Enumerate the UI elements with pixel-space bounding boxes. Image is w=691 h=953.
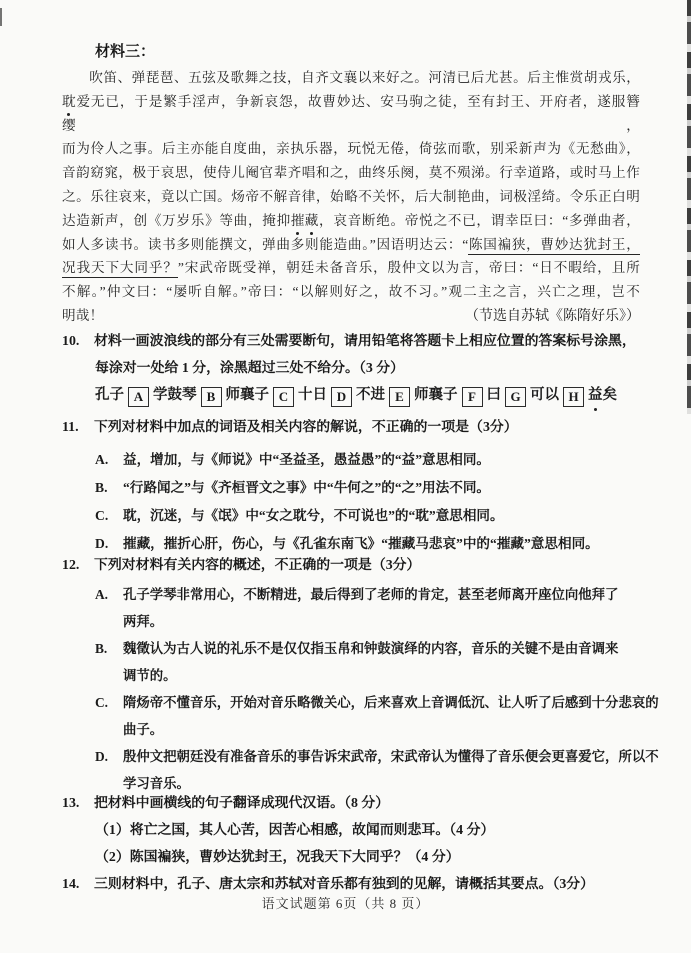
passage-line: [62, 90, 640, 138]
passage-line: [62, 233, 640, 257]
passage-line: 而为伶人之事。后主亦能自度曲，亲执乐器，玩悦无倦，倚弦而歌，别采新声为《无愁曲》，: [62, 141, 640, 157]
question-text: 下列对材料有关内容的概述，不正确的一项是（3分）: [94, 558, 421, 573]
page-footer: 语文试题第 6页（共 8 页）: [261, 896, 430, 911]
sentence-segment: 十日: [298, 387, 327, 403]
passage-text: 爱无已，于是繁手淫声，争新哀怨，故曹妙达、安马驹之徒，至有封王、开府者，遂服簪缨，: [62, 93, 640, 133]
passage-line: 音韵窈窕，极于哀思，使侍儿阉官辈齐唱和之，曲终乐阕，莫不殒涕。行幸道路，或时马上作: [62, 165, 640, 181]
option-c: [95, 689, 680, 716]
answer-box-a: A: [128, 387, 149, 407]
option-label: B.: [95, 641, 108, 656]
question-number: 14.: [62, 877, 80, 892]
question-10-line1: [62, 328, 662, 355]
sentence-segment: 矣: [602, 387, 617, 403]
question-13-item2: （2）陈国褊狭，曹妙达犹封王，况我天下大同乎？（4 分）: [95, 850, 460, 865]
answer-box-c: C: [273, 387, 294, 407]
option-label: D.: [95, 749, 109, 764]
passage-text: 如人多读书。读书多则能撰文，弹曲多则能造曲。”因语明达云：“: [62, 236, 469, 252]
option-label: A.: [95, 452, 109, 467]
option-text: 摧藏，摧折心肝，伤心，与《孔雀东南飞》“摧藏马悲哀”中的“摧藏”意思相同。: [123, 536, 599, 551]
option-c: [95, 502, 675, 530]
option-label: B.: [95, 480, 108, 495]
answer-box-d: D: [331, 387, 352, 407]
passage-source-attribution: （节选自苏轼《陈隋好乐》）: [465, 309, 640, 324]
option-b: [95, 474, 675, 502]
passage-line: 不解。”仲文曰：“屡听自解。”帝曰：“以解则好之，故不习。”观二主之言，兴亡之理，岂不: [62, 284, 640, 300]
sentence-segment: 孔子: [95, 387, 124, 403]
option-text: 孔子学琴非常用心，不断精进，最后得到了老师的肯定，甚至老师离开座位向他拜了: [123, 587, 619, 602]
question-number: 10.: [62, 334, 80, 349]
sentence-segment: 学鼓琴: [153, 387, 197, 403]
emphasis-dot-char: 耽: [62, 90, 76, 114]
answer-box-g: G: [505, 387, 526, 407]
option-text: 魏徵认为古人说的礼乐不是仅仅指玉帛和钟鼓演绎的内容，音乐的关键不是由音调来: [123, 641, 619, 656]
option-text: 殷仲文把朝廷没有准备音乐的事告诉宋武帝，宋武帝认为懂得了音乐便会更喜爱它，所以不: [123, 749, 659, 764]
emphasis-dot-char: 藏: [305, 209, 319, 233]
question-text: 三则材料中，孔子、唐太宗和苏轼对音乐都有独到的见解，请概括其要点。（3分）: [94, 877, 595, 892]
sentence-segment: 不进: [356, 387, 385, 403]
sentence-segment: 师襄子: [225, 387, 269, 403]
sentence-segment: 师襄子: [414, 387, 458, 403]
question-10: [62, 328, 662, 382]
question-text: 下列对材料中加点的词语及相关内容的解说，不正确的一项是（3分）: [94, 420, 518, 435]
passage-text: ”宋武帝既受禅，朝廷未备音乐，殷仲文以为言，帝曰：“日不暇给，且所: [177, 260, 640, 276]
question-12: [62, 552, 662, 579]
passage-line: [62, 256, 640, 280]
emphasis-dot-char: 益: [588, 382, 603, 408]
question-11-stem: [62, 414, 662, 441]
option-text: 耽，沉迷，与《氓》中“女之耽兮，不可说也”的“耽”意思相同。: [123, 508, 504, 523]
passage-line: 之。乐往哀来，竟以亡国。炀帝不解音律，始略不关怀，后大制艳曲，词极淫绮。令乐正白明: [62, 188, 640, 204]
question-11: [62, 414, 662, 441]
question-13: [62, 790, 662, 871]
question-number: 12.: [62, 558, 80, 573]
option-text: 益，增加，与《师说》中“圣益圣，愚益愚”的“益”意思相同。: [123, 452, 491, 467]
option-c-line2: 曲子。: [123, 722, 164, 737]
option-text: “行路闻之”与《齐桓晋文之事》中“牛何之”的“之”用法不同。: [123, 480, 491, 495]
answer-box-f: F: [462, 387, 483, 407]
underlined-text: 况我天下大同乎？: [62, 260, 178, 278]
answer-box-e: E: [389, 387, 410, 407]
question-text: 把材料中画横线的句子翻译成现代汉语。（8 分）: [94, 796, 390, 811]
passage-line: [62, 209, 640, 233]
question-number: 13.: [62, 796, 80, 811]
passage-text: ，哀音断绝。帝悦之不已，谓幸臣曰：“多弹曲者，: [318, 212, 640, 228]
question-11-options: [95, 446, 675, 558]
question-12-stem: [62, 552, 662, 579]
sentence-segment: 可以: [530, 387, 559, 403]
option-label: C.: [95, 695, 109, 710]
question-13-item1: （1）将亡之国，其人心苦，因苦心相感，故闻而则悲耳。（4 分）: [95, 823, 495, 838]
emphasis-dot-char: 摧: [291, 209, 305, 233]
scan-edge-artifact-right: [687, 0, 691, 414]
option-text: 隋炀帝不懂音乐，开始对音乐略微关心，后来喜欢上音调低沉、让人听了后感到十分悲哀的: [123, 695, 659, 710]
underlined-text: 陈国褊狭，曹妙达犹封王，: [468, 237, 640, 255]
sentence-segment: 曰: [486, 387, 501, 403]
question-number: 11.: [62, 420, 79, 435]
option-label: A.: [95, 587, 109, 602]
answer-box-b: B: [201, 387, 222, 407]
option-d-line2: 学习音乐。: [123, 776, 190, 791]
option-label: D.: [95, 536, 109, 551]
passage-text: 达造新声，创《万岁乐》等曲，掩抑: [62, 212, 291, 228]
option-b-line2: 调节的。: [123, 668, 177, 683]
option-a: [95, 446, 675, 474]
option-a: [95, 581, 680, 608]
question-10-segmentation-sentence: [95, 382, 655, 408]
question-12-options: [95, 581, 680, 797]
question-13-stem: [62, 790, 662, 817]
question-text: 材料一画波浪线的部分有三处需要断句，请用铅笔将答题卡上相应位置的答案标号涂黑，: [94, 334, 636, 349]
question-10-line2: 每涂对一处给 1 分，涂黑超过三处不给分。（3 分）: [95, 361, 405, 376]
material3-passage: [62, 66, 640, 328]
option-d: [95, 743, 680, 770]
option-a-line2: 两拜。: [123, 614, 164, 629]
passage-line: 明哉！: [62, 307, 104, 323]
option-label: C.: [95, 508, 109, 523]
material3-heading: 材料三：: [95, 44, 156, 60]
answer-box-h: H: [563, 387, 584, 407]
scan-edge-artifact-left: [0, 8, 2, 26]
passage-line: 吹笛、弹琵琶、五弦及歌舞之技，自齐文襄以来好之。河清已后尤甚。后主惟赏胡戎乐，: [89, 70, 640, 85]
option-b: [95, 635, 680, 662]
